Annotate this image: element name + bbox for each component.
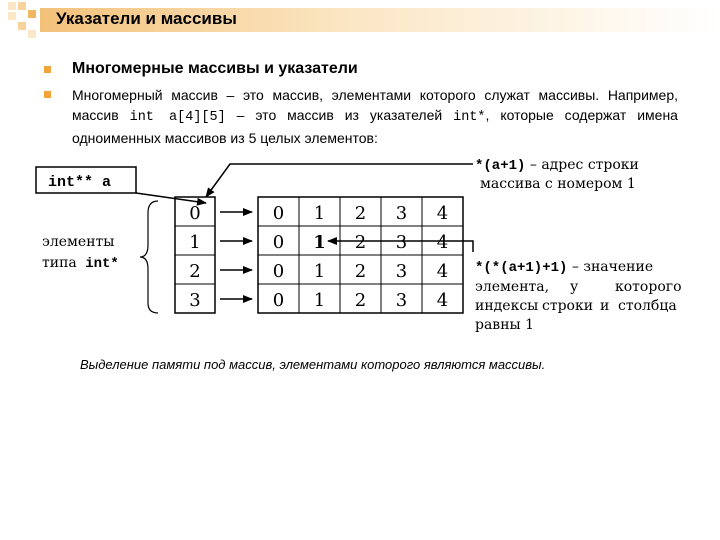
bullet-paragraph bbox=[72, 85, 678, 148]
matrix-cell-highlighted: 1 bbox=[313, 232, 326, 253]
bullet-icon bbox=[44, 91, 51, 98]
matrix-cell: 0 bbox=[272, 290, 285, 311]
matrix-cell: 0 bbox=[272, 261, 285, 282]
bullet-icon bbox=[44, 66, 51, 73]
matrix-cell: 4 bbox=[436, 232, 449, 253]
paragraph-text: , которые содержат имена одноименных массивов из 5 целых элементов: bbox=[72, 107, 678, 146]
code-pointer-type: int* bbox=[453, 110, 486, 125]
index-column bbox=[175, 197, 215, 313]
matrix-cell: 2 bbox=[354, 290, 367, 311]
index-cell: 2 bbox=[189, 261, 201, 282]
code-array-decl: int a[4][5] bbox=[129, 110, 226, 125]
matrix-cell: 3 bbox=[395, 232, 408, 253]
note-top-line2: массива с номером 1 bbox=[480, 176, 636, 192]
elements-label-line1: элементы bbox=[42, 234, 115, 250]
matrix-cell: 0 bbox=[272, 203, 285, 224]
matrix-cell: 3 bbox=[395, 261, 408, 282]
index-cell: 0 bbox=[189, 203, 201, 224]
array-memory-diagram bbox=[30, 153, 690, 353]
matrix-cell: 0 bbox=[272, 232, 285, 253]
matrix-cell: 2 bbox=[354, 261, 367, 282]
page-title: Указатели и массивы bbox=[56, 9, 237, 28]
note-top-code: *(a+1) bbox=[475, 158, 526, 174]
matrix-cell: 1 bbox=[313, 290, 326, 311]
note-bottom-line3: индексы строки и столбца bbox=[475, 298, 677, 314]
pointer-arrow bbox=[136, 193, 206, 203]
decor-square bbox=[28, 10, 36, 18]
index-cell: 1 bbox=[189, 232, 201, 253]
matrix-cell: 4 bbox=[436, 261, 449, 282]
note-top-arrow bbox=[206, 164, 473, 197]
decor-square bbox=[8, 2, 16, 10]
paragraph-text: – это массив из указателей bbox=[225, 107, 454, 123]
matrix-cell: 1 bbox=[313, 261, 326, 282]
figure-caption: Выделение памяти под массив, элементами которого являются массивы. bbox=[80, 357, 546, 372]
matrix-cell: 3 bbox=[395, 203, 408, 224]
decor-square bbox=[18, 22, 26, 30]
note-bottom-line2: элемента, у которого bbox=[475, 279, 682, 295]
brace bbox=[140, 201, 158, 313]
elements-label-line2 bbox=[42, 255, 119, 272]
matrix-cell: 2 bbox=[354, 203, 367, 224]
matrix-cell: 3 bbox=[395, 290, 408, 311]
paragraph-text: Многомерный массив – это массив, элементами которого служат массивы. Например, массив bbox=[72, 87, 678, 123]
title-bar bbox=[0, 0, 720, 42]
elements-label-code: int* bbox=[85, 256, 119, 272]
note-top-line1 bbox=[475, 157, 639, 174]
note-bottom-line1 bbox=[475, 259, 653, 276]
decor-square bbox=[28, 30, 36, 38]
decor-square bbox=[18, 2, 26, 10]
matrix-cell: 2 bbox=[354, 232, 367, 253]
matrix-cell: 4 bbox=[436, 290, 449, 311]
pointer-label: int** a bbox=[48, 174, 112, 191]
index-cell: 3 bbox=[189, 290, 201, 311]
note-bottom-text: – значение bbox=[567, 259, 654, 275]
elements-label-prefix: типа bbox=[42, 255, 77, 271]
matrix-cell: 1 bbox=[313, 203, 326, 224]
decor-square bbox=[8, 12, 16, 20]
bullet-heading: Многомерные массивы и указатели bbox=[72, 60, 358, 77]
matrix-cell: 4 bbox=[436, 203, 449, 224]
note-bottom-code: *(*(a+1)+1) bbox=[475, 260, 568, 276]
note-top-text: – адрес строки bbox=[525, 157, 639, 173]
note-bottom-line4: равны 1 bbox=[475, 317, 535, 333]
